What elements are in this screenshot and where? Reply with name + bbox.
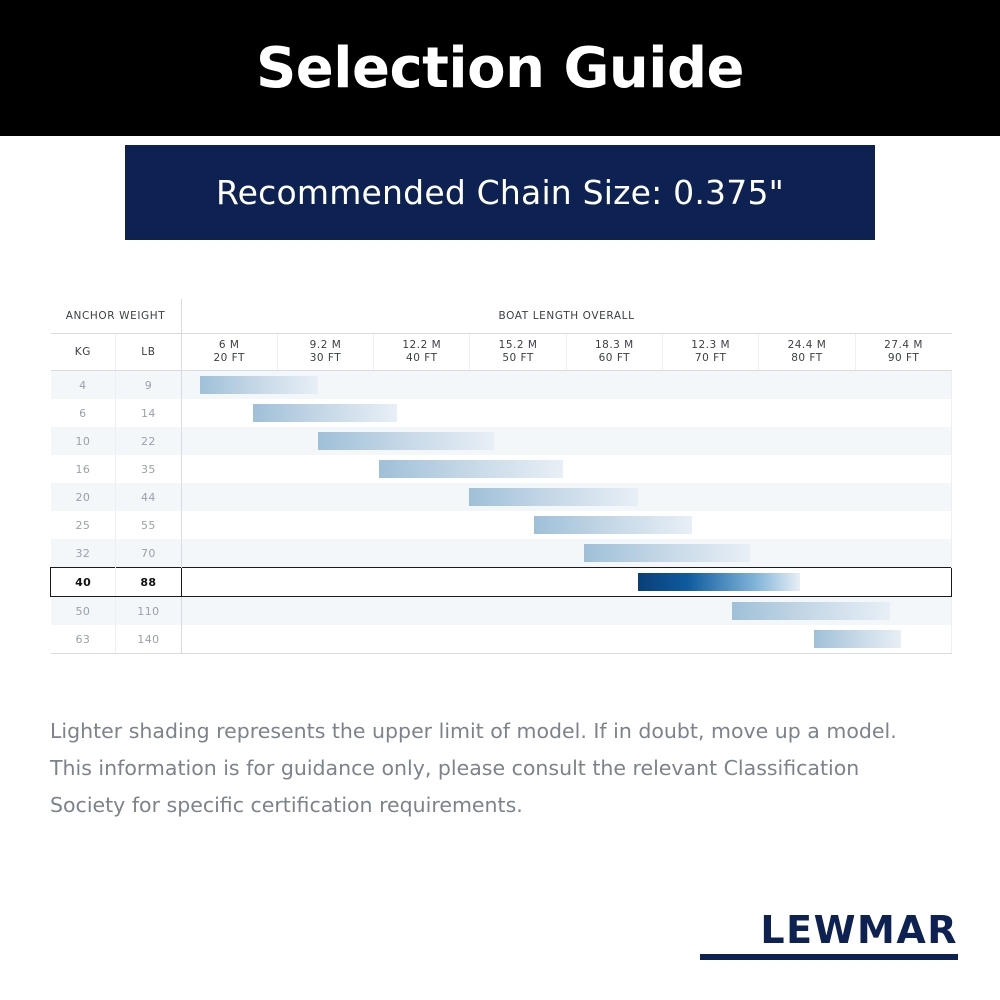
row-range-bar-cell — [181, 455, 951, 483]
footnotes — [50, 714, 950, 823]
row-range-bar-cell — [181, 625, 951, 654]
row-lb-value: 44 — [116, 483, 181, 511]
row-kg-value: 10 — [51, 427, 116, 455]
column-header-30ft-metric: 9.2 M — [309, 339, 342, 351]
bar-layer — [182, 371, 901, 399]
column-header-40ft-imperial: 40 FT — [406, 352, 438, 364]
row-range-bar-cell — [181, 539, 951, 568]
selection-table-body — [51, 371, 952, 654]
column-header-20ft-imperial: 20 FT — [213, 352, 245, 364]
column-header-20ft — [181, 334, 277, 371]
row-kg-value: 4 — [51, 371, 116, 400]
range-bar — [253, 404, 397, 422]
brand-underline — [700, 954, 958, 960]
column-header-70ft-imperial: 70 FT — [694, 352, 727, 364]
table-row — [51, 399, 952, 427]
column-header-30ft-imperial: 30 FT — [309, 352, 342, 364]
row-kg-value: 25 — [51, 511, 116, 539]
range-bar-selected — [638, 573, 800, 591]
table-row-selected — [51, 568, 952, 597]
row-range-bar-cell — [181, 427, 951, 455]
table-row — [51, 483, 952, 511]
row-range-bar-cell — [181, 511, 951, 539]
row-lb-value: 22 — [116, 427, 181, 455]
row-kg-value: 6 — [51, 399, 116, 427]
column-header-40ft — [374, 334, 470, 371]
table-row — [51, 539, 952, 568]
column-header-60ft — [566, 334, 662, 371]
row-kg-value: 50 — [51, 597, 116, 626]
footnote-line-1: Lighter shading represents the upper limit of model. If in doubt, move up a model. — [50, 719, 897, 743]
range-bar — [584, 544, 749, 562]
footnote-line-3: Society for specific certification requirements. — [50, 793, 523, 817]
row-kg-value: 20 — [51, 483, 116, 511]
row-range-bar-cell — [181, 568, 951, 597]
lb-header: LB — [116, 334, 181, 371]
range-bar — [469, 488, 638, 506]
chain-size-band — [125, 145, 875, 240]
column-header-60ft-imperial: 60 FT — [598, 352, 631, 364]
subtitle-section — [0, 136, 1000, 236]
row-kg-value: 63 — [51, 625, 116, 654]
row-lb-value: 14 — [116, 399, 181, 427]
column-header-30ft — [277, 334, 373, 371]
range-bar — [200, 376, 319, 394]
row-range-bar-cell — [181, 399, 951, 427]
bar-layer — [182, 539, 901, 567]
bar-layer — [182, 625, 901, 653]
column-header-50ft-metric: 15.2 M — [498, 339, 538, 351]
brand-logo — [700, 910, 958, 960]
row-range-bar-cell — [181, 597, 951, 626]
table-header-row-top — [51, 299, 952, 334]
range-bar — [379, 460, 562, 478]
column-header-80ft-imperial: 80 FT — [791, 352, 823, 364]
table-row — [51, 597, 952, 626]
brand-name: LEWMAR — [760, 908, 958, 952]
row-lb-value: 88 — [116, 568, 181, 597]
anchor-weight-header: ANCHOR WEIGHT — [51, 299, 182, 334]
range-bar — [814, 630, 900, 648]
table-row — [51, 371, 952, 400]
row-kg-value: 16 — [51, 455, 116, 483]
table-row — [51, 625, 952, 654]
column-header-90ft-imperial: 90 FT — [887, 352, 920, 364]
row-range-bar-cell — [181, 483, 951, 511]
row-lb-value: 55 — [116, 511, 181, 539]
bar-layer — [182, 483, 901, 511]
kg-header: KG — [51, 334, 116, 371]
bar-layer — [182, 597, 901, 625]
column-header-50ft — [470, 334, 566, 371]
row-kg-value: 40 — [51, 568, 116, 597]
row-lb-value: 110 — [116, 597, 181, 626]
range-bar — [732, 602, 890, 620]
row-lb-value: 35 — [116, 455, 181, 483]
table-row — [51, 455, 952, 483]
column-header-70ft-metric: 12.3 M — [691, 339, 731, 351]
range-bar — [534, 516, 692, 534]
column-header-20ft-metric: 6 M — [218, 339, 240, 351]
row-range-bar-cell — [181, 371, 951, 400]
column-header-50ft-imperial: 50 FT — [502, 352, 534, 364]
row-lb-value: 9 — [116, 371, 181, 400]
table-row — [51, 427, 952, 455]
selection-guide-table — [50, 299, 952, 654]
header-banner — [0, 0, 1000, 136]
bar-layer — [182, 427, 901, 455]
row-kg-value: 32 — [51, 539, 116, 568]
boat-length-header: BOAT LENGTH OVERALL — [181, 299, 951, 334]
column-header-70ft — [663, 334, 759, 371]
row-lb-value: 140 — [116, 625, 181, 654]
column-header-60ft-metric: 18.3 M — [594, 339, 634, 351]
chain-size-label: Recommended Chain Size: 0.375" — [215, 172, 785, 212]
bar-layer — [182, 399, 901, 427]
footnote-line-2: This information is for guidance only, please consult the relevant Classification — [50, 756, 860, 780]
table-header-row-units — [51, 334, 952, 371]
range-bar — [318, 432, 494, 450]
page-title: Selection Guide — [255, 35, 745, 101]
row-lb-value: 70 — [116, 539, 181, 568]
table-row — [51, 511, 952, 539]
column-header-80ft-metric: 24.4 M — [787, 339, 827, 351]
bar-layer — [182, 568, 901, 596]
column-header-90ft — [855, 334, 951, 371]
column-header-80ft — [759, 334, 855, 371]
bar-layer — [182, 511, 901, 539]
column-header-90ft-metric: 27.4 M — [884, 339, 923, 351]
bar-layer — [182, 455, 901, 483]
column-header-40ft-metric: 12.2 M — [402, 339, 442, 351]
selection-table-wrapper — [50, 299, 952, 654]
